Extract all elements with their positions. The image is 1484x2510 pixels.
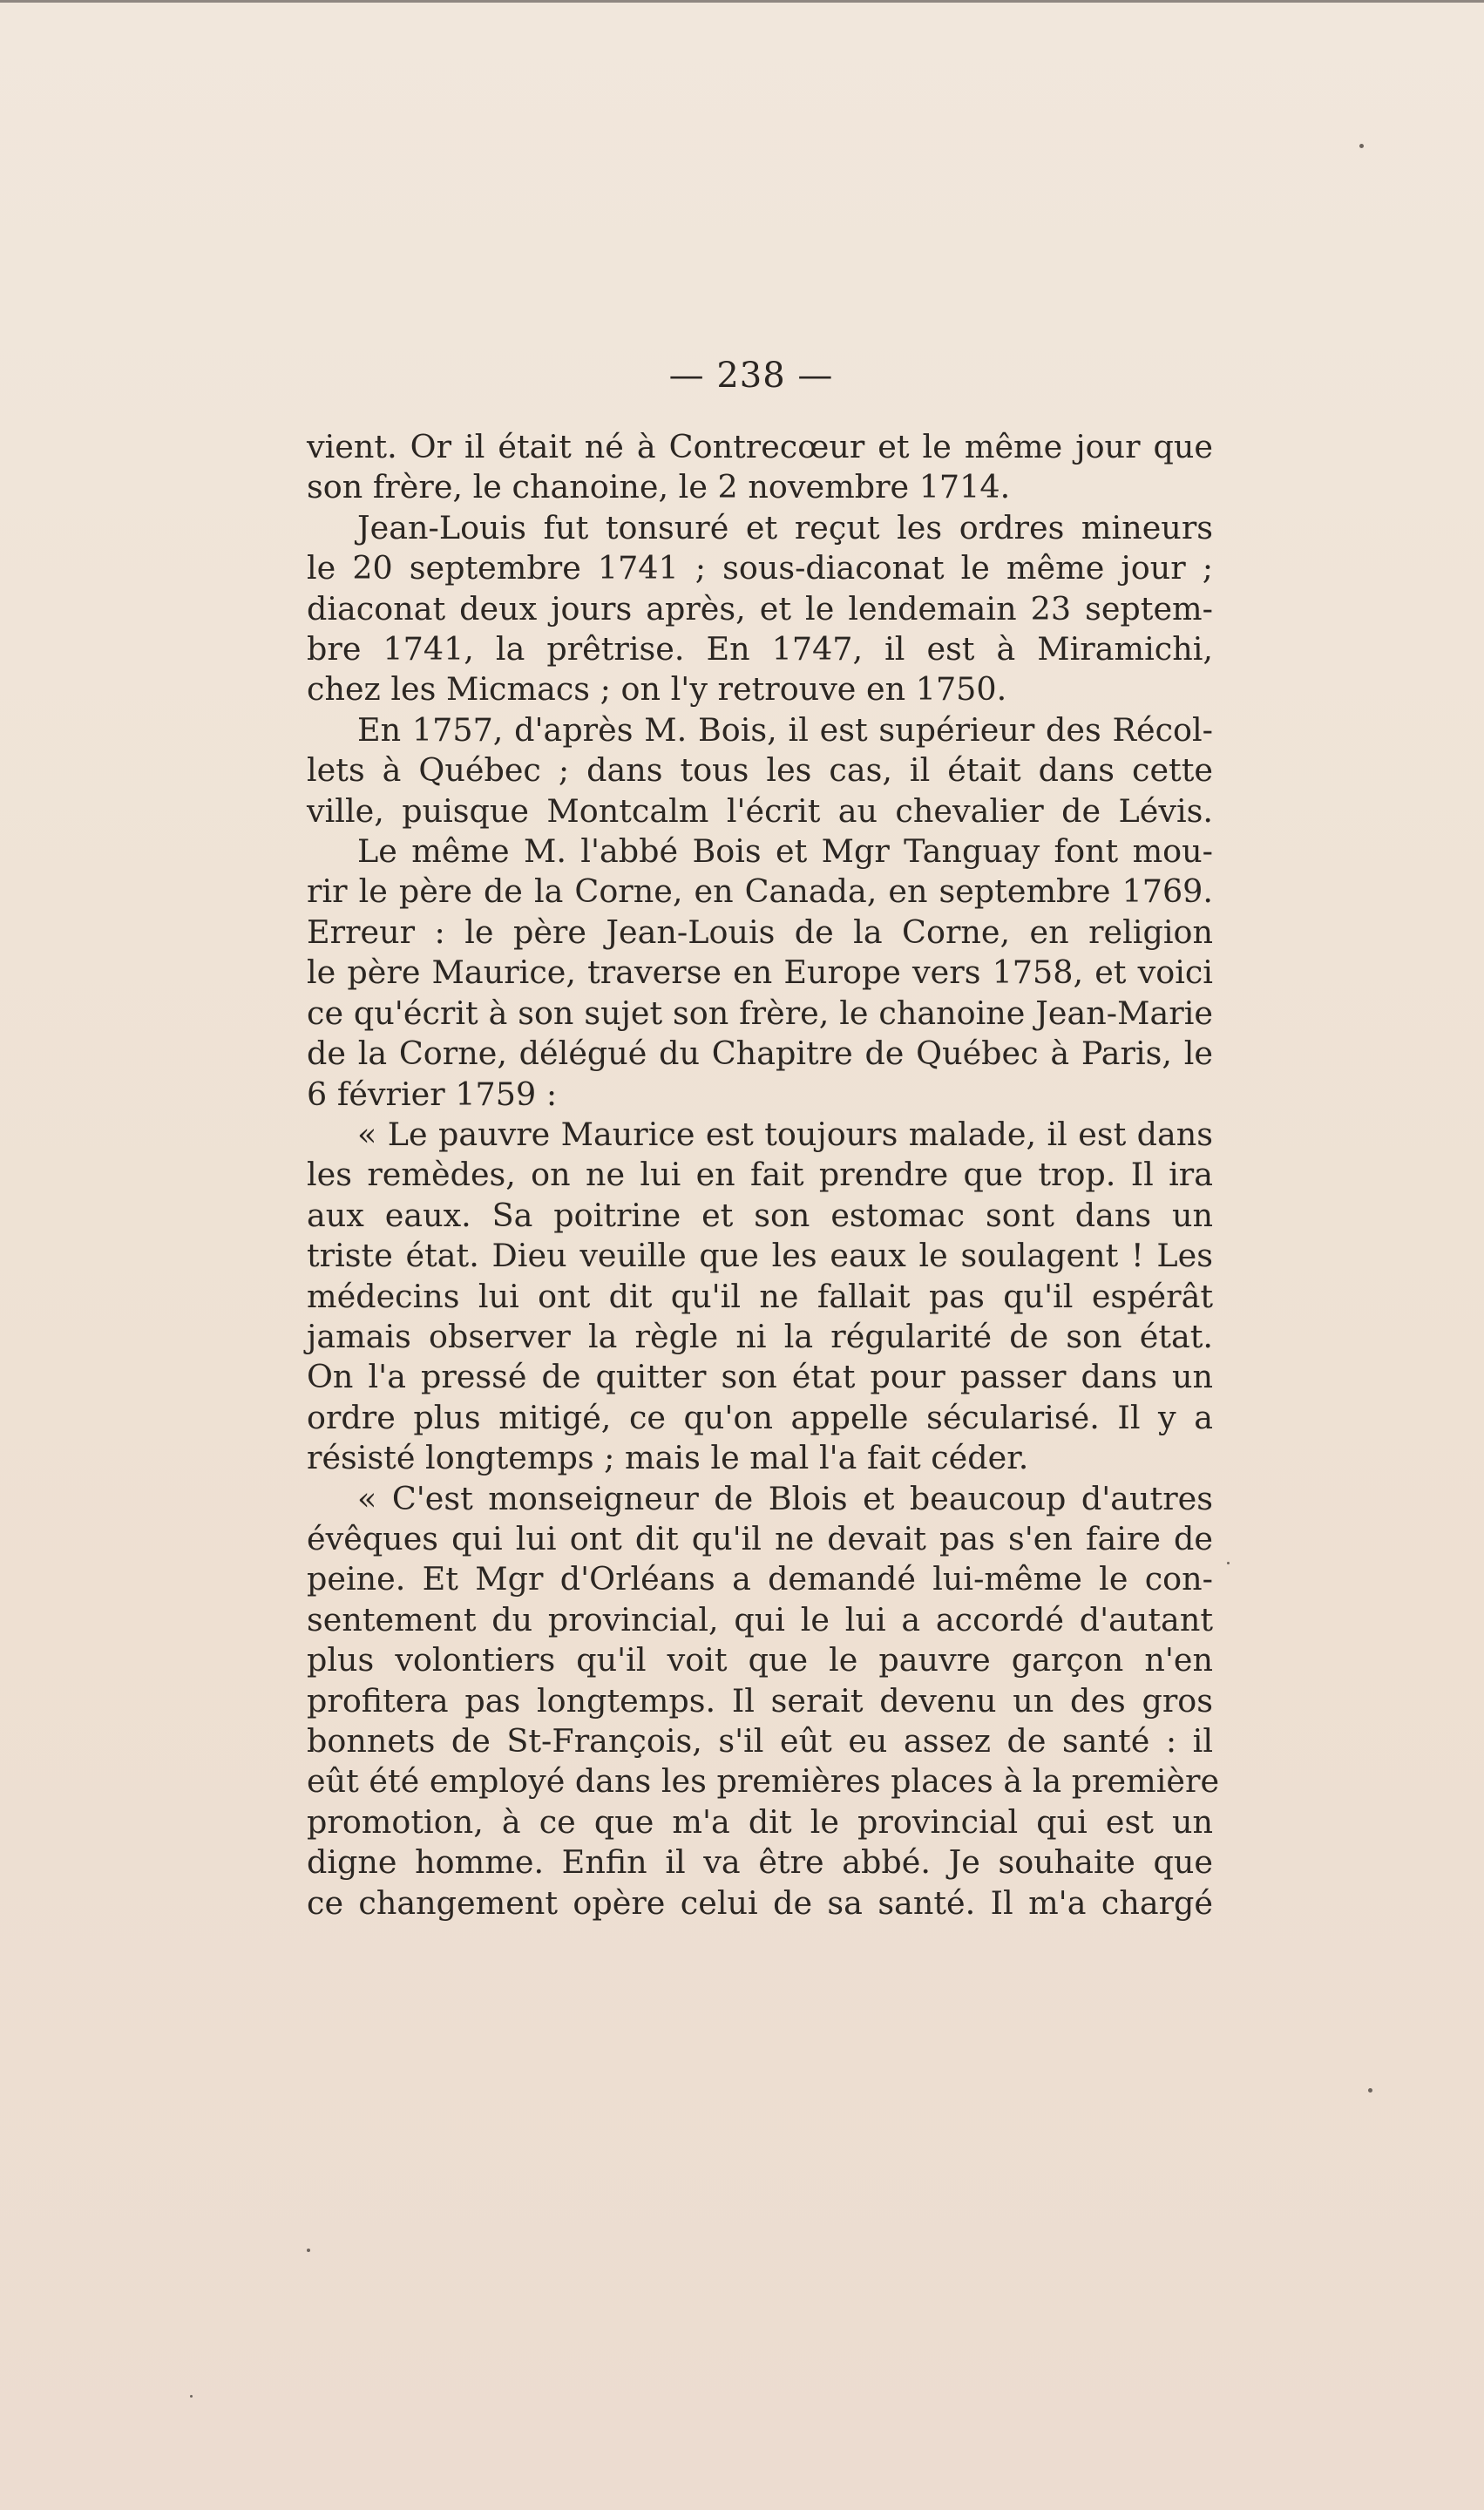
text-line: le 20 septembre 1741 ; sous-diaconat le même jour ; bbox=[307, 549, 1213, 587]
text-line: bonnets de St-François, s'il eût eu assez de santé : il bbox=[307, 1722, 1213, 1760]
text-line: diaconat deux jours après, et le lendemain 23 septem- bbox=[307, 589, 1213, 628]
text-line: jamais observer la règle ni la régularité de son état. bbox=[307, 1317, 1213, 1355]
text-line: En 1757, d'après M. Bois, il est supérieur des Récol- bbox=[357, 710, 1213, 749]
text-line: aux eaux. Sa poitrine et son estomac sont dans un bbox=[307, 1196, 1213, 1234]
text-line: « C'est monseigneur de Blois et beaucoup d'autres bbox=[357, 1479, 1213, 1517]
text-line: 6 février 1759 : bbox=[307, 1075, 558, 1113]
paper-speck bbox=[1359, 144, 1364, 148]
text-line: de la Corne, délégué du Chapitre de Québec à Paris, le bbox=[307, 1035, 1213, 1073]
text-line: rir le père de la Corne, en Canada, en septembre 1769. bbox=[307, 872, 1213, 911]
text-line: On l'a pressé de quitter son état pour passer dans un bbox=[307, 1358, 1213, 1396]
body-text bbox=[307, 427, 1220, 1923]
paper-speck bbox=[1368, 2088, 1372, 2093]
paper-speck bbox=[307, 2249, 310, 2252]
text-line: Jean-Louis fut tonsuré et reçut les ordres mineurs bbox=[357, 508, 1213, 546]
text-line: bre 1741, la prêtrise. En 1747, il est à Miramichi, bbox=[307, 630, 1213, 668]
text-line: son frère, le chanoine, le 2 novembre 1714. bbox=[307, 468, 1011, 506]
text-line: ville, puisque Montcalm l'écrit au chevalier de Lévis. bbox=[307, 791, 1213, 830]
text-line: digne homme. Enfin il va être abbé. Je souhaite que bbox=[307, 1843, 1213, 1882]
text-line: Erreur : le père Jean-Louis de la Corne, en religion bbox=[307, 912, 1213, 951]
page-number: — 238 — bbox=[668, 356, 834, 396]
text-line: lets à Québec ; dans tous les cas, il était dans cette bbox=[307, 751, 1213, 790]
paper-speck bbox=[190, 2395, 193, 2398]
text-line: eût été employé dans les premières places à la première bbox=[307, 1762, 1220, 1801]
text-line: ce qu'écrit à son sujet son frère, le chanoine Jean-Marie bbox=[307, 994, 1213, 1032]
text-line: résisté longtemps ; mais le mal l'a fait céder. bbox=[307, 1439, 1029, 1477]
text-line: plus volontiers qu'il voit que le pauvre garçon n'en bbox=[307, 1641, 1213, 1679]
text-line: ce changement opère celui de sa santé. Il m'a chargé bbox=[307, 1883, 1213, 1922]
text-line: ordre plus mitigé, ce qu'on appelle sécularisé. Il y a bbox=[307, 1398, 1213, 1436]
paper-speck bbox=[1227, 1562, 1230, 1564]
text-line: le père Maurice, traverse en Europe vers 1758, et voici bbox=[307, 953, 1213, 992]
text-line: triste état. Dieu veuille que les eaux le soulagent ! Les bbox=[307, 1237, 1213, 1275]
text-line: Le même M. l'abbé Bois et Mgr Tanguay font mou- bbox=[357, 832, 1213, 871]
text-line: sentement du provincial, qui le lui a accordé d'autant bbox=[307, 1600, 1213, 1638]
text-line: évêques qui lui ont dit qu'il ne devait pas s'en faire de bbox=[307, 1519, 1213, 1557]
text-line: chez les Micmacs ; on l'y retrouve en 1750. bbox=[307, 670, 1007, 709]
text-line: promotion, à ce que m'a dit le provincial qui est un bbox=[307, 1802, 1213, 1841]
text-line: médecins lui ont dit qu'il ne fallait pas qu'il espérât bbox=[307, 1277, 1213, 1315]
text-line: peine. Et Mgr d'Orléans a demandé lui-même le con- bbox=[307, 1560, 1213, 1598]
text-line: « Le pauvre Maurice est toujours malade, il est dans bbox=[357, 1115, 1213, 1153]
page-top-edge bbox=[0, 0, 1484, 3]
text-line: vient. Or il était né à Contrecœur et le même jour que bbox=[307, 428, 1213, 465]
text-line: profitera pas longtemps. Il serait devenu un des gros bbox=[307, 1681, 1213, 1720]
text-line: les remèdes, on ne lui en fait prendre que trop. Il ira bbox=[307, 1156, 1213, 1194]
